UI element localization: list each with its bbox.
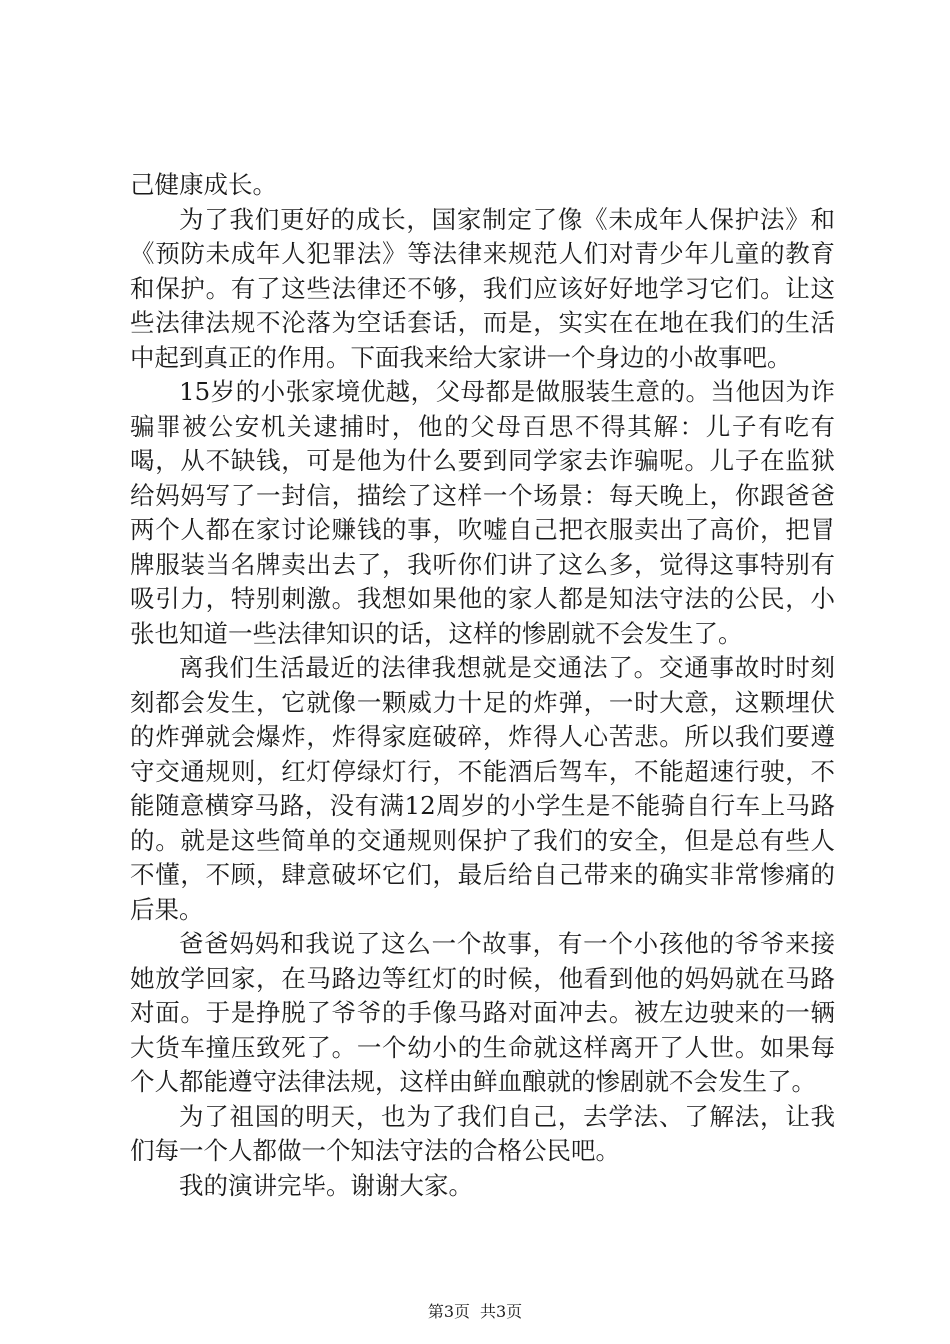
paragraph-child-story: 爸爸妈妈和我说了这么一个故事，有一个小孩他的爷爷来接她放学回家，在马路边等红灯的时候，他看到他的妈妈就在马路对面。于是挣脱了爷爷的手像马路对面冲去。被左边驶来的一辆大货车撞压致死了。一个幼小的生命就这样离开了人世。如果每个人都能遵守法律法规，这样由鲜血酿就的惨剧就不会发生了。 (130, 929, 835, 1096)
paragraph-call-to-action: 为了祖国的明天，也为了我们自己，去学法、了解法，让我们每一个人都做一个知法守法的合格公民吧。 (130, 1101, 835, 1165)
paragraph-laws-intro: 为了我们更好的成长，国家制定了像《未成年人保护法》和《预防未成年人犯罪法》等法律来规范人们对青少年儿童的教育和保护。有了这些法律还不够，我们应该好好地学习它们。让这些法律法规不沦落为空话套话，而是，实实在在地在我们的生活中起到真正的作用。下面我来给大家讲一个身边的小故事吧。 (130, 204, 835, 372)
page-footer (0, 1302, 950, 1322)
document-body (130, 168, 835, 1203)
paragraph-continuation: 己健康成长。 (130, 170, 277, 199)
paragraph-traffic-law: 离我们生活最近的法律我想就是交通法了。交通事故时时刻刻都会发生，它就像一颗威力十足的炸弹，一时大意，这颗埋伏的炸弹就会爆炸，炸得家庭破碎，炸得人心苦悲。所以我们要遵守交通规则，红灯停绿灯行，不能酒后驾车，不能超速行驶，不能随意横穿马路，没有满12周岁的小学生是不能骑自行车上马路的。就是这些简单的交通规则保护了我们的安全，但是总有些人不懂，不顾，肆意破坏它们，最后给自己带来的确实非常惨痛的后果。 (130, 653, 835, 924)
page-total: 共3页 (480, 1302, 523, 1321)
paragraph-closing: 我的演讲完毕。谢谢大家。 (179, 1170, 473, 1200)
paragraph-xiaozhang-story: 15岁的小张家境优越，父母都是做服装生意的。当他因为诈骗罪被公安机关逮捕时，他的父母百思不得其解：儿子有吃有喝，从不缺钱，可是他为什么要到同学家去诈骗呢。儿子在监狱给妈妈写了一封信，描绘了这样一个场景：每天晚上，你跟爸爸两个人都在家讨论赚钱的事，吹嘘自己把衣服卖出了高价，把冒牌服装当名牌卖出去了，我听你们讲了这么多，觉得这事特别有吸引力，特别刺激。我想如果他的家人都是知法守法的公民，小张也知道一些法律知识的话，这样的惨剧就不会发生了。 (130, 377, 835, 648)
page-number: 第3页 (427, 1302, 470, 1321)
